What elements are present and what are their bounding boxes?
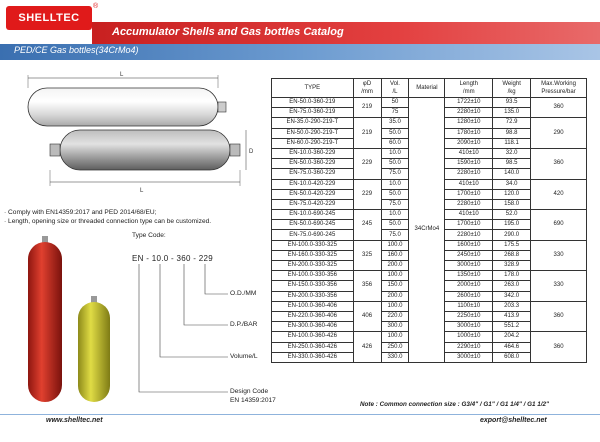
cell-weight: 268.8 [493, 250, 531, 260]
cell-pressure: 360 [531, 332, 587, 363]
cell-pressure: 690 [531, 210, 587, 241]
length-label-bottom: L [140, 188, 144, 194]
cell-type: EN-50.0-420-229 [272, 189, 354, 199]
cell-length: 3000±10 [445, 322, 493, 332]
cell-vol: 50 [381, 98, 409, 108]
cell-weight: 464.6 [493, 342, 531, 352]
od-label: O.D./MM [230, 290, 257, 297]
bottle-dimension-diagram [20, 70, 270, 200]
cell-weight: 175.5 [493, 240, 531, 250]
cell-weight: 328.9 [493, 261, 531, 271]
cell-weight: 195.0 [493, 220, 531, 230]
cell-od: 245 [353, 210, 381, 241]
cell-vol: 75.0 [381, 230, 409, 240]
cell-weight: 118.1 [493, 138, 531, 148]
cell-type: EN-250.0-360-426 [272, 342, 354, 352]
cell-type: EN-75.0-360-219 [272, 108, 354, 118]
cell-length: 1350±10 [445, 271, 493, 281]
cell-type: EN-100.0-330-325 [272, 240, 354, 250]
cell-type: EN-330.0-360-426 [272, 352, 354, 362]
cell-vol: 60.0 [381, 138, 409, 148]
cell-weight: 98.8 [493, 128, 531, 138]
cell-length: 410±10 [445, 179, 493, 189]
cell-length: 2290±10 [445, 342, 493, 352]
cell-vol: 10.0 [381, 148, 409, 158]
cell-vol: 50.0 [381, 159, 409, 169]
type-code-example: EN - 10.0 - 360 - 229 [132, 254, 214, 263]
cell-length: 2450±10 [445, 250, 493, 260]
cell-vol: 35.0 [381, 118, 409, 128]
cell-od: 219 [353, 118, 381, 149]
cell-weight: 342.0 [493, 291, 531, 301]
gas-bottles-photo [20, 236, 120, 406]
cell-weight: 290.0 [493, 230, 531, 240]
cell-pressure: 360 [531, 98, 587, 118]
cell-od: 406 [353, 301, 381, 332]
cell-length: 1100±10 [445, 301, 493, 311]
cell-type: EN-50.0-360-219 [272, 98, 354, 108]
cell-weight: 98.5 [493, 159, 531, 169]
cell-length: 3000±10 [445, 261, 493, 271]
cell-type: EN-10.0-420-229 [272, 179, 354, 189]
cell-vol: 100.0 [381, 301, 409, 311]
cell-length: 1722±10 [445, 98, 493, 108]
cell-length: 2280±10 [445, 199, 493, 209]
cell-vol: 220.0 [381, 311, 409, 321]
col-header-od: φD /mm [353, 79, 381, 98]
cell-length: 3000±10 [445, 352, 493, 362]
lower-bottle-drawing [50, 130, 240, 170]
cell-weight: 140.0 [493, 169, 531, 179]
cell-length: 1590±10 [445, 159, 493, 169]
customization-line: · Length, opening size or threaded connection type can be customized. [4, 218, 212, 225]
type-code-heading: Type Code: [132, 232, 166, 239]
cell-length: 1000±10 [445, 332, 493, 342]
cell-vol: 100.0 [381, 240, 409, 250]
cell-type: EN-100.0-360-406 [272, 301, 354, 311]
cell-vol: 75.0 [381, 199, 409, 209]
cell-vol: 160.0 [381, 250, 409, 260]
cell-weight: 551.2 [493, 322, 531, 332]
registered-mark: ® [93, 3, 99, 10]
cell-weight: 32.0 [493, 148, 531, 158]
cell-weight: 52.0 [493, 210, 531, 220]
col-header-length: Length /mm [445, 79, 493, 98]
catalog-header [0, 0, 600, 62]
compliance-info [4, 208, 211, 226]
cell-weight: 120.0 [493, 189, 531, 199]
cell-od: 229 [353, 148, 381, 179]
dp-label: D.P./BAR [230, 321, 258, 328]
cell-type: EN-220.0-360-406 [272, 311, 354, 321]
cell-type: EN-100.0-330-356 [272, 271, 354, 281]
cell-length: 1700±10 [445, 189, 493, 199]
brand-logo-text: SHELLTEC [18, 12, 80, 24]
email-link[interactable]: export@shelltec.net [480, 417, 547, 424]
compliance-line: · Comply with EN14359:2017 and PED 2014/68/EU; [4, 209, 157, 216]
cell-type: EN-10.0-690-245 [272, 210, 354, 220]
cell-vol: 10.0 [381, 179, 409, 189]
cell-pressure: 330 [531, 271, 587, 302]
subtitle-band [0, 44, 600, 60]
cell-weight: 34.0 [493, 179, 531, 189]
cell-pressure: 290 [531, 118, 587, 149]
cell-length: 1700±10 [445, 220, 493, 230]
brand-logo [6, 6, 92, 30]
cell-weight: 72.9 [493, 118, 531, 128]
footer-divider [0, 414, 600, 415]
yellow-bottle-image [78, 296, 110, 402]
cell-vol: 50.0 [381, 128, 409, 138]
cell-od: 219 [353, 98, 381, 118]
cell-type: EN-150.0-330-356 [272, 281, 354, 291]
cell-vol: 200.0 [381, 291, 409, 301]
cell-weight: 135.0 [493, 108, 531, 118]
cell-vol: 75 [381, 108, 409, 118]
cell-pressure: 360 [531, 148, 587, 179]
cell-vol: 100.0 [381, 332, 409, 342]
col-header-type: TYPE [272, 79, 354, 98]
cell-length: 2280±10 [445, 108, 493, 118]
cell-vol: 100.0 [381, 271, 409, 281]
cell-length: 2600±10 [445, 291, 493, 301]
col-header-vol: Vol. /L [381, 79, 409, 98]
cell-weight: 413.9 [493, 311, 531, 321]
catalog-title: Accumulator Shells and Gas bottles Catalog [112, 26, 344, 38]
length-label-top: L [120, 72, 124, 78]
cell-length: 1600±10 [445, 240, 493, 250]
cell-length: 2280±10 [445, 230, 493, 240]
col-header-material: Material [409, 79, 445, 98]
cell-weight: 204.2 [493, 332, 531, 342]
cell-type: EN-100.0-360-426 [272, 332, 354, 342]
cell-type: EN-35.0-290-219-T [272, 118, 354, 128]
cell-type: EN-160.0-330-325 [272, 250, 354, 260]
cell-vol: 10.0 [381, 210, 409, 220]
cell-vol: 300.0 [381, 322, 409, 332]
cell-vol: 250.0 [381, 342, 409, 352]
col-header-pressure: Max.Working Pressure/bar [531, 79, 587, 98]
cell-type: EN-300.0-360-406 [272, 322, 354, 332]
cell-length: 410±10 [445, 148, 493, 158]
cell-length: 1280±10 [445, 118, 493, 128]
cell-weight: 158.0 [493, 199, 531, 209]
gas-bottle-spec-table [271, 78, 587, 363]
table-row [272, 98, 587, 108]
cell-od: 356 [353, 271, 381, 302]
cell-od: 325 [353, 240, 381, 271]
cell-vol: 150.0 [381, 281, 409, 291]
cell-od: 426 [353, 332, 381, 363]
cell-length: 2090±10 [445, 138, 493, 148]
cell-vol: 75.0 [381, 169, 409, 179]
cell-type: EN-10.0-360-229 [272, 148, 354, 158]
diameter-label: D [249, 149, 254, 155]
cell-type: EN-50.0-690-245 [272, 220, 354, 230]
connection-note: Note : Common connection size : G3/4" / G1" / G1 1/4" / G1 1/2" [360, 401, 549, 408]
volume-label: Volume/L [230, 353, 258, 360]
cell-vol: 200.0 [381, 261, 409, 271]
cell-type: EN-75.0-690-245 [272, 230, 354, 240]
cell-od: 229 [353, 179, 381, 210]
cell-pressure: 360 [531, 301, 587, 332]
cell-length: 2000±10 [445, 281, 493, 291]
cell-length: 410±10 [445, 210, 493, 220]
cell-weight: 203.3 [493, 301, 531, 311]
website-link[interactable]: www.shelltec.net [46, 417, 103, 424]
table-header-row [272, 79, 587, 98]
cell-type: EN-50.0-290-219-T [272, 128, 354, 138]
design-standard-label: EN 14359:2017 [230, 397, 276, 404]
cell-type: EN-50.0-360-229 [272, 159, 354, 169]
cell-material: 34CrMo4 [409, 98, 445, 363]
cell-length: 2250±10 [445, 311, 493, 321]
cell-type: EN-60.0-290-219-T [272, 138, 354, 148]
red-bottle-image [28, 236, 62, 402]
cell-type: EN-75.0-360-229 [272, 169, 354, 179]
cell-pressure: 420 [531, 179, 587, 210]
cell-length: 1780±10 [445, 128, 493, 138]
cell-vol: 330.0 [381, 352, 409, 362]
cell-weight: 178.0 [493, 271, 531, 281]
catalog-subtitle: PED/CE Gas bottles(34CrMo4) [14, 45, 139, 55]
table-body [272, 98, 587, 363]
design-code-label: Design Code [230, 388, 269, 395]
title-band [92, 22, 600, 44]
cell-vol: 50.0 [381, 189, 409, 199]
cell-type: EN-200.0-330-325 [272, 261, 354, 271]
upper-bottle-drawing [28, 88, 226, 126]
cell-weight: 263.0 [493, 281, 531, 291]
cell-length: 2280±10 [445, 169, 493, 179]
cell-type: EN-200.0-330-356 [272, 291, 354, 301]
cell-type: EN-75.0-420-229 [272, 199, 354, 209]
cell-weight: 93.5 [493, 98, 531, 108]
cell-pressure: 330 [531, 240, 587, 271]
cell-vol: 50.0 [381, 220, 409, 230]
col-header-weight: Weight /kg [493, 79, 531, 98]
cell-weight: 608.0 [493, 352, 531, 362]
